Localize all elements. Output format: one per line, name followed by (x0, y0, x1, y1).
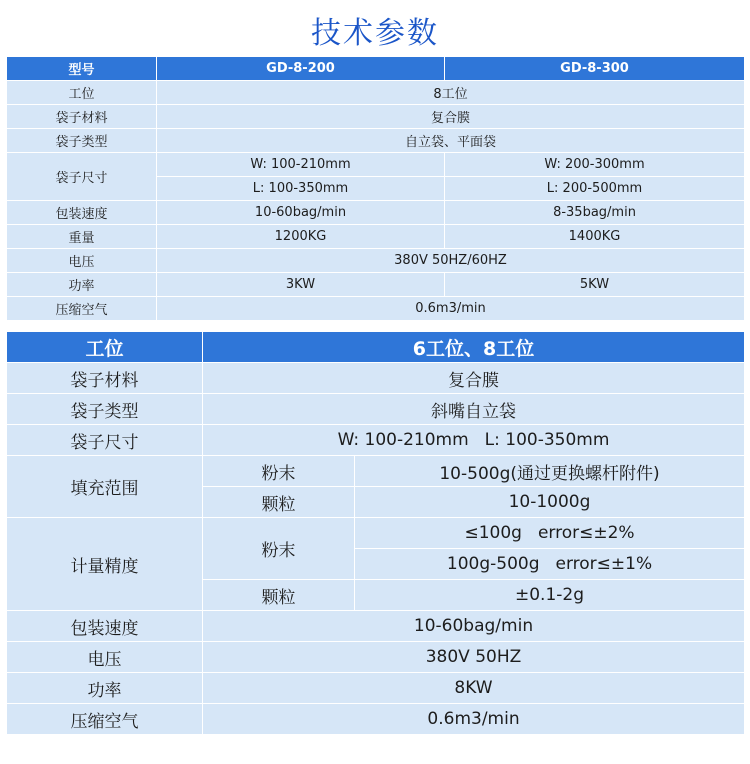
row-value-power: 8KW (203, 673, 745, 704)
table-row (7, 363, 745, 394)
row-value-voltage: 380V 50HZ (203, 642, 745, 673)
bag-size-length: L: 100-350mm (484, 430, 610, 450)
row-label-bag-size: 袋子尺寸 (7, 425, 203, 456)
table-row (7, 297, 745, 321)
row-label-air: 压缩空气 (7, 704, 203, 735)
table-row (7, 225, 745, 249)
row-label-station: 工位 (7, 81, 157, 105)
bag-size-width: W: 100-210mm (337, 430, 469, 450)
row-value-material: 复合膜 (203, 363, 745, 394)
table-row (7, 394, 745, 425)
row-label-voltage: 电压 (7, 642, 203, 673)
accuracy-powder-label: 粉末 (203, 518, 355, 580)
row-label-fill-range: 填充范围 (7, 456, 203, 518)
accuracy-granule-label: 颗粒 (203, 580, 355, 611)
accuracy-error-large: error≤±1% (555, 554, 653, 574)
accuracy-powder-large (355, 549, 745, 580)
table-row (7, 673, 745, 704)
row-label-power: 功率 (7, 273, 157, 297)
row-label-speed: 包装速度 (7, 201, 157, 225)
fill-granule-value: 10-1000g (355, 487, 745, 518)
fill-powder-label: 粉末 (203, 456, 355, 487)
row-label-material: 袋子材料 (7, 105, 157, 129)
header-model-col1: GD-8-200 (157, 57, 445, 81)
row-value-air: 0.6m3/min (157, 297, 745, 321)
table-row (7, 518, 745, 549)
row-value-bag-type: 自立袋、平面袋 (157, 129, 745, 153)
weight-col1: 1200KG (157, 225, 445, 249)
power-col2: 5KW (445, 273, 745, 297)
bag-size-width-col2: W: 200-300mm (445, 153, 745, 177)
table-row (7, 201, 745, 225)
bag-size-width-col1: W: 100-210mm (157, 153, 445, 177)
row-label-material: 袋子材料 (7, 363, 203, 394)
table-header-row (7, 332, 745, 363)
table-row (7, 153, 745, 177)
table-row (7, 81, 745, 105)
accuracy-range-large: 100g-500g (446, 554, 540, 574)
table-header-row (7, 57, 745, 81)
row-value-air: 0.6m3/min (203, 704, 745, 735)
table-row (7, 456, 745, 487)
row-label-air: 压缩空气 (7, 297, 157, 321)
row-value-voltage: 380V 50HZ/60HZ (157, 249, 745, 273)
row-label-speed: 包装速度 (7, 611, 203, 642)
header-model-label: 型号 (7, 57, 157, 81)
speed-col1: 10-60bag/min (157, 201, 445, 225)
row-label-bag-type: 袋子类型 (7, 129, 157, 153)
table-row (7, 273, 745, 297)
row-label-bag-size: 袋子尺寸 (7, 153, 157, 201)
accuracy-error-small: error≤±2% (537, 523, 635, 543)
bag-size-length-col2: L: 200-500mm (445, 177, 745, 201)
table-row (7, 425, 745, 456)
header-station-value: 6工位、8工位 (203, 332, 745, 363)
table-row (7, 704, 745, 735)
row-label-bag-type: 袋子类型 (7, 394, 203, 425)
fill-powder-value: 10-500g(通过更换螺杆附件) (355, 456, 745, 487)
row-label-weight: 重量 (7, 225, 157, 249)
header-station-label: 工位 (7, 332, 203, 363)
header-model-col2: GD-8-300 (445, 57, 745, 81)
table-row (7, 129, 745, 153)
power-col1: 3KW (157, 273, 445, 297)
spec-table-stations (6, 331, 745, 735)
table-row (7, 642, 745, 673)
row-value-bag-size (203, 425, 745, 456)
row-value-material: 复合膜 (157, 105, 745, 129)
table-row (7, 611, 745, 642)
bag-size-length-col1: L: 100-350mm (157, 177, 445, 201)
accuracy-range-small: ≤100g (464, 523, 522, 543)
table-row (7, 105, 745, 129)
row-label-accuracy: 计量精度 (7, 518, 203, 611)
weight-col2: 1400KG (445, 225, 745, 249)
table-row (7, 249, 745, 273)
row-label-voltage: 电压 (7, 249, 157, 273)
row-value-bag-type: 斜嘴自立袋 (203, 394, 745, 425)
row-value-speed: 10-60bag/min (203, 611, 745, 642)
page-title: 技术参数 (311, 16, 439, 51)
speed-col2: 8-35bag/min (445, 201, 745, 225)
row-label-power: 功率 (7, 673, 203, 704)
fill-granule-label: 颗粒 (203, 487, 355, 518)
accuracy-granule-value: ±0.1-2g (355, 580, 745, 611)
row-value-station: 8工位 (157, 81, 745, 105)
accuracy-powder-small (355, 518, 745, 549)
spec-table-gd8 (6, 56, 745, 321)
